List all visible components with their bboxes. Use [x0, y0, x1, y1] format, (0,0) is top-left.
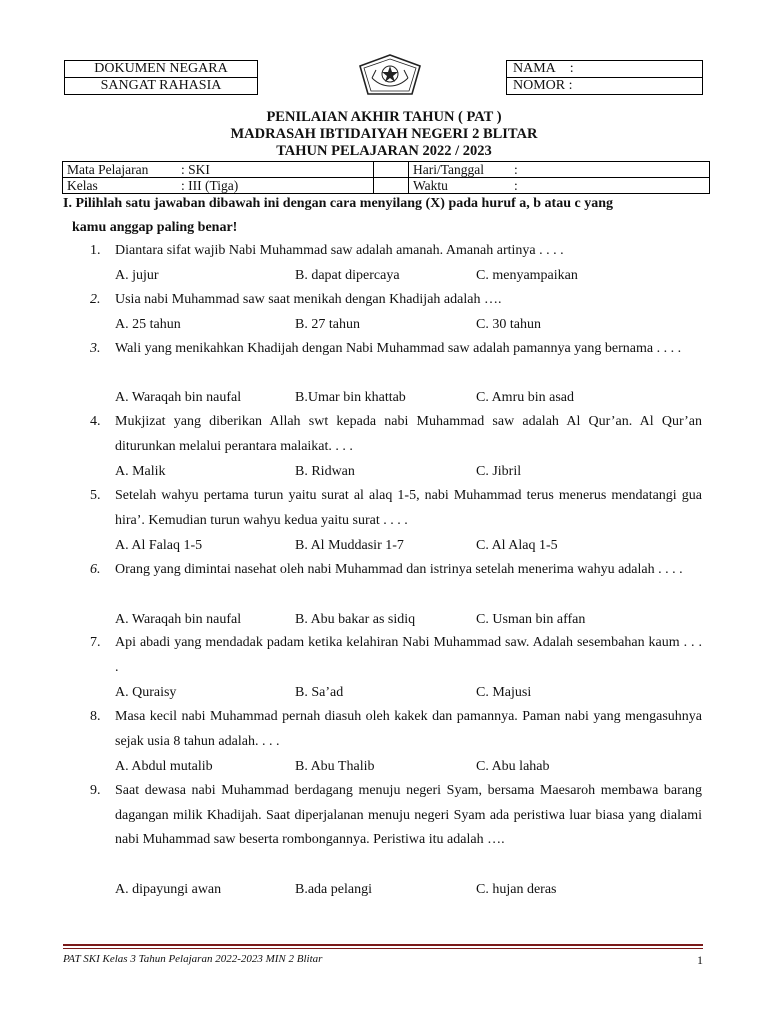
option-a[interactable]: A. dipayungi awan	[115, 882, 222, 897]
day-label: Hari/Tanggal	[413, 162, 485, 177]
option-b[interactable]: B. Ridwan	[295, 464, 355, 479]
question-text: Masa kecil nabi Muhammad pernah diasuh oleh kakek dan pamannya. Paman nabi yang mengasuhnya sejak usia 8 tahun adalah. . . .	[115, 709, 702, 749]
day-value: :	[514, 162, 518, 177]
option-a[interactable]: A. jujur	[115, 268, 159, 283]
page-footer	[63, 953, 703, 965]
option-b[interactable]: B. Sa’ad	[295, 685, 344, 700]
option-b[interactable]: B.ada pelangi	[295, 882, 372, 897]
question-5	[90, 484, 702, 533]
question-number: 1.	[90, 243, 101, 258]
footer-rule-thick	[63, 944, 703, 946]
exam-title: PENILAIAN AKHIR TAHUN ( PAT )	[266, 109, 502, 125]
question-8	[90, 705, 702, 754]
class-value: : III (Tiga)	[181, 178, 239, 193]
subject-label: Mata Pelajaran	[67, 162, 149, 177]
instruction-line-2: kamu anggap paling benar!	[72, 220, 238, 235]
option-c[interactable]: C. Al Alaq 1-5	[476, 538, 558, 553]
option-c[interactable]: C. menyampaikan	[476, 268, 578, 283]
class-label: Kelas	[67, 178, 98, 193]
question-text: Wali yang menikahkan Khadijah dengan Nabi Muhammad saw adalah pamannya yang bernama . . . .	[115, 341, 682, 356]
number-field[interactable]	[507, 78, 703, 95]
name-sep: :	[569, 61, 574, 76]
question-3	[90, 337, 702, 362]
question-text: Saat dewasa nabi Muhammad berdagang menuju negeri Syam, bersama Maesaroh membawa barang dagangan milik Khadijah. Saat diperjalanan menuju negeri Syam ada peristiwa luar biasa yang dialami nabi Muhammad saw beserta rombongannya. Peristiwa itu adalah ….	[115, 783, 702, 847]
question-number: 9.	[90, 783, 101, 798]
footer-text: PAT SKI Kelas 3 Tahun Pelajaran 2022-2023 MIN 2 Blitar	[63, 953, 323, 965]
option-c[interactable]: C. Abu lahab	[476, 759, 550, 774]
option-a[interactable]: A. Quraisy	[115, 685, 177, 700]
student-identity-box	[506, 60, 703, 95]
classification-line: SANGAT RAHASIA	[65, 78, 258, 95]
option-a[interactable]: A. Al Falaq 1-5	[115, 538, 203, 553]
question-number: 4.	[90, 414, 101, 429]
option-a[interactable]: A. Waraqah bin naufal	[115, 390, 242, 405]
question-number: 7.	[90, 635, 101, 650]
exam-info-table	[62, 161, 710, 194]
option-b[interactable]: B. Abu Thalib	[295, 759, 375, 774]
option-b[interactable]: B. Abu bakar as sidiq	[295, 612, 416, 627]
page-number: 1	[697, 953, 703, 967]
option-a[interactable]: A. Malik	[115, 464, 166, 479]
option-c[interactable]: C. Usman bin affan	[476, 612, 586, 627]
time-cell	[409, 178, 710, 194]
option-a[interactable]: A. Abdul mutalib	[115, 759, 213, 774]
document-classification-box	[64, 60, 258, 95]
question-number: 8.	[90, 709, 101, 724]
name-label: NAMA	[513, 61, 556, 76]
question-number: 6.	[90, 562, 101, 577]
question-6	[90, 558, 702, 583]
option-c[interactable]: C. Jibril	[476, 464, 522, 479]
time-value: :	[514, 178, 518, 193]
question-2	[90, 288, 702, 313]
question-text: Setelah wahyu pertama turun yaitu surat al alaq 1-5, nabi Muhammad terus menerus mendatangi gua hira’. Kemudian turun wahyu kedua yaitu surat . . . .	[115, 488, 702, 528]
question-1	[90, 239, 702, 264]
question-7	[90, 631, 702, 680]
question-number: 5.	[90, 488, 101, 503]
footer-rule-thin	[63, 948, 703, 949]
option-b[interactable]: B. dapat dipercaya	[295, 268, 400, 283]
option-c[interactable]: C. hujan deras	[476, 882, 557, 897]
spacer-cell	[374, 178, 409, 194]
option-c[interactable]: C. Amru bin asad	[476, 390, 574, 405]
school-name: MADRASAH IBTIDAIYAH NEGERI 2 BLITAR	[230, 126, 538, 142]
option-a[interactable]: A. 25 tahun	[115, 317, 181, 332]
class-cell	[63, 178, 374, 194]
question-text: Usia nabi Muhammad saw saat menikah dengan Khadijah adalah ….	[115, 292, 502, 307]
number-label: NOMOR	[513, 78, 566, 93]
academic-year: TAHUN PELAJARAN 2022 / 2023	[276, 143, 492, 159]
instruction-line-1: I. Pilihlah satu jawaban dibawah ini dengan cara menyilang (X) pada huruf a, b atau c yang	[63, 196, 613, 211]
option-b[interactable]: B.Umar bin khattab	[295, 390, 406, 405]
question-number: 2.	[90, 292, 101, 307]
spacer-cell	[374, 162, 409, 178]
question-9	[90, 779, 702, 853]
question-text: Api abadi yang mendadak padam ketika kelahiran Nabi Muhammad saw. Adalah sesembahan kaum . . . .	[115, 635, 702, 675]
question-number: 3.	[90, 341, 101, 356]
time-label: Waktu	[413, 178, 448, 193]
option-c[interactable]: C. Majusi	[476, 685, 532, 700]
day-cell	[409, 162, 710, 178]
name-field[interactable]	[507, 61, 703, 78]
classification-line: DOKUMEN NEGARA	[65, 61, 258, 78]
option-b[interactable]: B. Al Muddasir 1-7	[295, 538, 404, 553]
option-a[interactable]: A. Waraqah bin naufal	[115, 612, 242, 627]
question-text: Mukjizat yang diberikan Allah swt kepada nabi Muhammad saw adalah Al Qur’an. Al Qur’an diturunkan melalui perantara malaikat. . . .	[115, 414, 702, 454]
number-sep: :	[568, 78, 573, 93]
ministry-emblem-icon	[350, 52, 430, 98]
subject-value: : SKI	[181, 162, 210, 177]
question-4	[90, 410, 702, 459]
question-text: Orang yang dimintai nasehat oleh nabi Muhammad dan istrinya setelah menerima wahyu adalah . . . .	[115, 562, 683, 577]
option-c[interactable]: C. 30 tahun	[476, 317, 541, 332]
subject-cell	[63, 162, 374, 178]
question-text: Diantara sifat wajib Nabi Muhammad saw adalah amanah. Amanah artinya . . . .	[115, 243, 564, 258]
option-b[interactable]: B. 27 tahun	[295, 317, 360, 332]
